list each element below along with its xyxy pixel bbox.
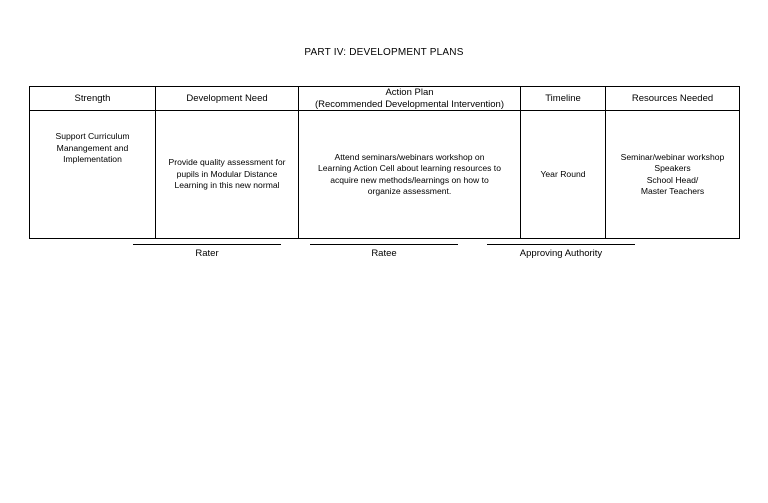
cell-text-line: acquire new methods/learnings on how to: [330, 174, 489, 185]
header-action-plan-title: Action Plan: [385, 87, 434, 98]
signature-rater: [133, 244, 281, 259]
cell-development-need: [156, 111, 299, 239]
header-timeline: Timeline: [521, 87, 606, 111]
signature-line: [133, 244, 281, 245]
cell-text-line: Support Curriculum: [55, 131, 130, 141]
signature-ratee: [310, 244, 458, 259]
header-action-plan-subtitle: (Recommended Developmental Intervention): [314, 98, 505, 110]
cell-text-line: Learning Action Cell about learning resources to: [318, 163, 501, 173]
signature-approving-authority: [487, 244, 635, 259]
development-plan-table: [29, 86, 740, 239]
cell-resources: [606, 111, 740, 239]
header-action-plan: [299, 87, 521, 111]
cell-text-line: Implementation: [63, 154, 122, 164]
signature-line: [310, 244, 458, 245]
cell-text-line: organize assessment.: [367, 186, 452, 196]
table-row: [30, 111, 740, 239]
signature-label-ratee: Ratee: [371, 248, 397, 259]
cell-text-line: Speakers: [654, 163, 691, 173]
cell-text-line: School Head/: [646, 174, 699, 185]
signature-label-approving: Approving Authority: [519, 248, 603, 259]
cell-action-plan: [299, 111, 521, 239]
signature-line: [487, 244, 635, 245]
cell-timeline: Year Round: [521, 111, 606, 239]
header-strength: Strength: [30, 87, 156, 111]
cell-text-line: Learning in this new normal: [174, 180, 280, 191]
cell-text-line: Seminar/webinar workshop: [620, 151, 725, 162]
header-development-need: Development Need: [156, 87, 299, 111]
cell-text-line: Attend seminars/webinars workshop on: [334, 151, 485, 162]
table-header-row: [30, 87, 740, 111]
cell-strength: [30, 111, 156, 239]
cell-text-line: Provide quality assessment for: [168, 157, 286, 168]
cell-text-line: Master Teachers: [640, 186, 705, 196]
signature-label-rater: Rater: [195, 248, 219, 259]
cell-text-line: Manangement and: [56, 142, 129, 153]
header-resources: Resources Needed: [606, 87, 740, 111]
cell-text-line: pupils in Modular Distance: [176, 168, 278, 179]
page-title: PART IV: DEVELOPMENT PLANS: [304, 47, 464, 58]
